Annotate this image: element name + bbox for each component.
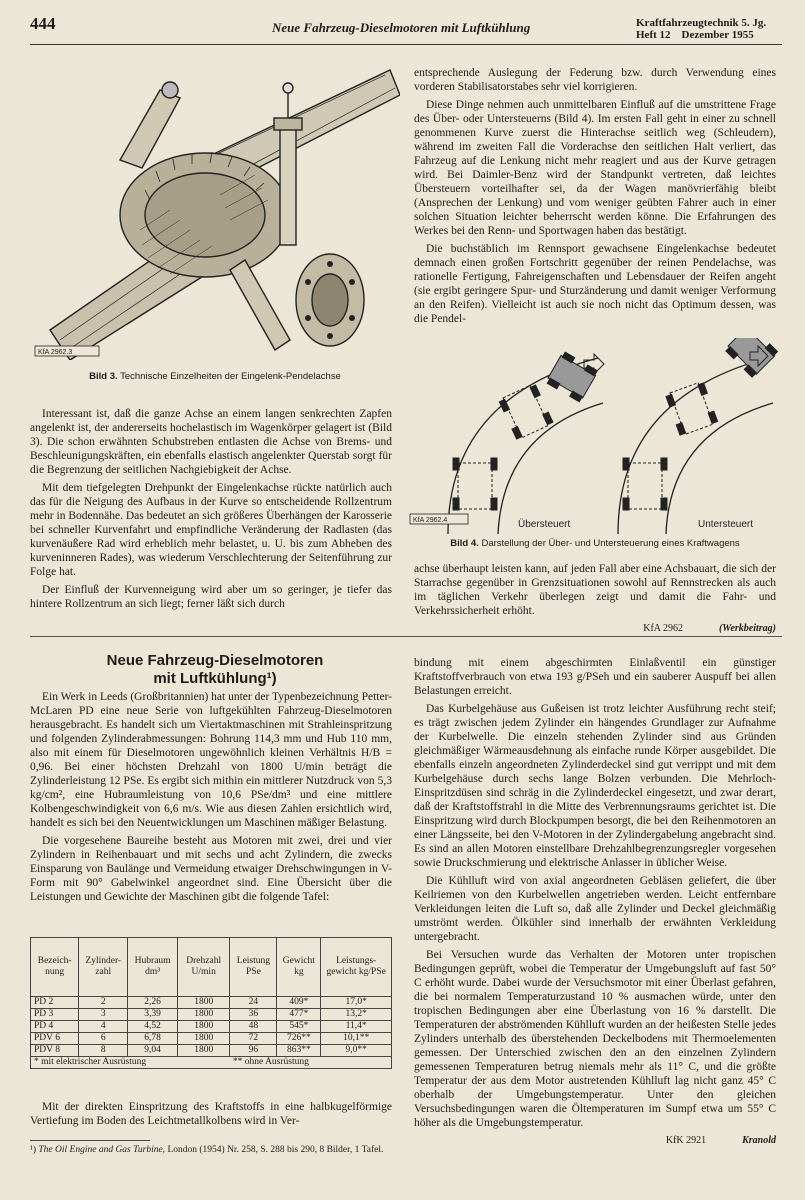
table-cell: 48 xyxy=(230,1021,277,1033)
table-cell: 3,39 xyxy=(128,1009,178,1021)
article-title xyxy=(30,652,400,688)
running-title: Neue Fahrzeug-Dieselmotoren mit Luftkühlung xyxy=(272,20,531,35)
table-notes-row xyxy=(31,1057,392,1069)
table-cell: PDV 6 xyxy=(31,1033,79,1045)
right-column-after-figure xyxy=(414,562,776,636)
table-cell: 863** xyxy=(277,1045,321,1057)
article-author: Kranold xyxy=(742,1135,776,1146)
article-title-line-1: Neue Fahrzeug-Dieselmotoren xyxy=(106,652,324,669)
table-cell: 1800 xyxy=(178,1009,230,1021)
steering-illustration xyxy=(408,338,782,534)
left-column-top xyxy=(30,407,392,615)
figure-4-caption xyxy=(408,538,782,549)
section-separator-right xyxy=(400,636,782,637)
table-cell: PD 3 xyxy=(31,1009,79,1021)
figure-4-caption-text: Darstellung der Über- und Untersteuerung eines Kraftwagens xyxy=(481,538,740,549)
table-cell: 1800 xyxy=(178,1021,230,1033)
figure-3-caption-label: Bild 3. xyxy=(89,371,118,382)
sign-source: (Werkbeitrag) xyxy=(718,623,776,634)
table-cell: 409* xyxy=(277,997,321,1009)
table-header-cell: Bezeich-nung xyxy=(31,938,79,997)
table-header-cell: Leistung PSe xyxy=(230,938,277,997)
paragraph: Ein Werk in Leeds (Großbritannien) hat unter der Typenbezeichnung Petter-McLaren PD eine neue Serie von luftgekühlten Fahrzeug-Dieselmotoren herausgebracht. Es handelt sich um Viertaktmaschinen mit Strahleinspritzung und folgenden Zylinderabmessungen: Bohrung 114,3 mm und Hub 110 mm, also mit einem für Dieselmotoren ungewöhnlich kleinen Verhältnis H/B = 0,96. Bei einer höchsten Drehzahl von 1800 U/min beträgt die Zylinderleistung 12 PSe. Es ergibt sich mithin ein mittlerer Nutzdruck von 5,3 kg/cm², eine Hubraumleistung von 10,6 PSe/dm³ und eine mittlere Kolbengeschwindigkeit von 6,6 m/s. Wie aus diesen Zahlen ersichtlich wird, handelt es sich bei den Neuentwicklungen um Maschinen mäßiger Belastung. xyxy=(30,691,392,829)
figure-3-caption xyxy=(30,371,400,382)
table-cell: 96 xyxy=(230,1045,277,1057)
table-cell: 6,78 xyxy=(128,1033,178,1045)
table-header-cell: Hubraum dm³ xyxy=(128,938,178,997)
article-left-column xyxy=(30,690,392,908)
article-signature xyxy=(414,1134,776,1148)
table-cell: PDV 8 xyxy=(31,1045,79,1057)
table-cell: 9,04 xyxy=(128,1045,178,1057)
paragraph: Die buchstäblich im Rennsport gewachsene Eingelenkachse bedeutet demnach einen großen Fortschritt gegenüber der reinen Pendelachse, was rationelle Fertigung, Fahreigenschaften und Lebensdauer der Reifen angeht (sie ergibt geringere Spur- und Sturzänderung und damit weniger Verformung an den Reifen). Vielleicht ist auch sie noch nicht das Optimum dessen, was die Pendel- xyxy=(414,243,776,325)
figure-3-tag: KfA 2962.3 xyxy=(38,349,73,356)
paragraph: Die Kühlluft wird von axial angeordneten Gebläsen geliefert, die über Keilriemen von den Kurbelwellen angetrieben werden. Leicht entfernbare Verkleidungen leiten die Luft so, daß alle Zylinder und Deckel gleichmäßig umströmt werden. Ölkühler sind innerhalb der erwähnten Verkleidung untergebracht. xyxy=(414,875,776,943)
paragraph: Mit dem tiefgelegten Drehpunkt der Eingelenkachse rückte natürlich auch das für die Neigung des Aufbaus in der Kurve so entscheidende Rollzentrum mehr in Bodennähe. Das bedeutet an sich größeres Überhängen der Karosserie bei schneller Kurvenfahrt und empfindliche Veränderung der Radlasten (das kurvenäußere Rad wird erheblich mehr belastet, u. U. bis zum Abheben des kurveninneren Rades), was wiederum Verschlechterung der Seitenführung zur Folge hat. xyxy=(30,482,392,578)
issue-info: Heft 12 Dezember 1955 xyxy=(636,29,754,41)
table-row xyxy=(31,1021,392,1033)
table-cell: 8 xyxy=(79,1045,128,1057)
table-cell: 11,4* xyxy=(321,1021,392,1033)
footnote-rule xyxy=(30,1140,150,1141)
axle-illustration xyxy=(30,50,400,360)
table-row xyxy=(31,1045,392,1057)
table-cell: PD 2 xyxy=(31,997,79,1009)
table-cell: 477* xyxy=(277,1009,321,1021)
table-note: * mit elektrischer Ausrüstung xyxy=(31,1057,230,1069)
table-row xyxy=(31,1033,392,1045)
footnote-text: London (1954) Nr. 258, S. 288 bis 290, 8 Bilder, 1 Tafel. xyxy=(167,1145,384,1155)
understeer-label: Untersteuert xyxy=(698,519,754,530)
paragraph: Das Kurbelgehäuse aus Gußeisen ist trotz leichter Ausführung recht steif; es trägt zwischen jedem Zylinder ein hängendes Grundlager zur Aufnahme der Kurbelwelle. Die einzeln stehenden Zylinder sind aus Gründen gleichmäßiger Wärmeausdehnung als einfache runde Körper ausgebildet. Die ebenfalls einzeln angeordneten Zylinderdeckel sind gut verrippt und mit dem Kurbelgehäuse durch sechs lange Bolzen verbunden. Die Mehrloch-Einspritzdüsen sind schräg in die Zylinderdeckel eingesetzt, und zwar derart, daß der Kraftstoffstrahl in die Mitte des Verbrennungsraums gerichtet ist. Die Einspritzung wird durch Blockpumpen besorgt, die bei den Reihenmotoren an einer Längsseite, bei den V-Motoren in der Zylindergabelung angebracht sind. Es sind an allen Motoren einstellbare Drehzahlbegrenzungsregler vorgesehen sowie Druckschmierung und elektrische Anlasser in üblicher Weise. xyxy=(414,703,776,869)
table-cell: 9,0** xyxy=(321,1045,392,1057)
figure-4-tag: KfA 2962.4 xyxy=(413,517,448,524)
table-cell: 726** xyxy=(277,1033,321,1045)
table-cell: 17,0* xyxy=(321,997,392,1009)
paragraph: Interessant ist, daß die ganze Achse an einem langen senkrechten Zapfen angelenkt ist, der andererseits hochelastisch im Wagenkörper gelagert ist (Bild 3). Die schon erwähnten Schubstreben entlasten die Achse von Brems- und Beschleunigungskräften, ein ebenfalls elastisch angelenkter Querstab sorgt für die Begrenzung der seitlichen Nachgiebigkeit der Achse. xyxy=(30,408,392,476)
table-cell: 36 xyxy=(230,1009,277,1021)
table-cell: 545* xyxy=(277,1021,321,1033)
article-sign-code: KfK 2921 xyxy=(665,1135,707,1146)
footnote-marker: ¹) xyxy=(30,1145,37,1155)
figure-4-steering-diagram xyxy=(408,338,782,534)
journal-info xyxy=(636,17,766,41)
paragraph: Die vorgesehene Baureihe besteht aus Motoren mit zwei, drei und vier Zylindern in Reihenbauart und mit sechs und acht Zylindern, die zwecks Einsparung von Baulänge und Vermeidung etwaiger Drehschwingungen in V-Form mit 90° Gabelwinkel angeordnet sind. Eine Übersicht über die Leistungen und Gewichte der Maschinen gibt die folgende Tafel: xyxy=(30,835,392,903)
table-cell: 4,52 xyxy=(128,1021,178,1033)
table-cell: 3 xyxy=(79,1009,128,1021)
table-cell: 2,26 xyxy=(128,997,178,1009)
table-header-row xyxy=(31,938,392,997)
table-note: ** ohne Ausrüstung xyxy=(230,1057,392,1069)
table-header-cell: Drehzahl U/min xyxy=(178,938,230,997)
right-column-top xyxy=(414,66,776,330)
paragraph: Der Einfluß der Kurvenneigung wird aber um so geringer, je tiefer das hintere Rollzentrum an sich liegt; ferner läßt sich durch xyxy=(30,584,392,610)
table-header-cell: Zylinder-zahl xyxy=(79,938,128,997)
table-cell: 6 xyxy=(79,1033,128,1045)
table-cell: 4 xyxy=(79,1021,128,1033)
figure-3-axle-drawing xyxy=(30,50,400,360)
journal-name: Kraftfahrzeugtechnik 5. Jg. xyxy=(636,17,767,29)
table-cell: 72 xyxy=(230,1033,277,1045)
table-cell: 13,2* xyxy=(321,1009,392,1021)
paragraph: achse überhaupt leisten kann, auf jeden Fall aber eine Achsbauart, die sich der Starrachse gegenüber in Grenzsituationen sowohl auf Rennstrecken als auch im täglichen Verkehr überlegen zeigt und damit die Fahr- und Verkehrssicherheit erhöht. xyxy=(414,563,776,617)
header-rule xyxy=(30,44,782,45)
figure-4-caption-label: Bild 4. xyxy=(450,538,479,549)
paragraph: bindung mit einem abgeschirmten Einlaßventil ein günstiger Kraftstoffverbrauch von etwa 193 g/PSeh und ein sauberer Auspuff bei allen Belastungen erreicht. xyxy=(414,657,776,697)
table-cell: 1800 xyxy=(178,997,230,1009)
table-header-cell: Leistungs-gewicht kg/PSe xyxy=(321,938,392,997)
table-cell: 24 xyxy=(230,997,277,1009)
table-cell: 2 xyxy=(79,997,128,1009)
paragraph: Mit der direkten Einspritzung des Kraftstoffs in eine halbkugelförmige Vertiefung im Boden des Leichtmetallkolbens wird in Ver- xyxy=(30,1101,392,1127)
table-cell: 10,1** xyxy=(321,1033,392,1045)
table-row xyxy=(31,1009,392,1021)
engine-spec-table xyxy=(30,937,392,1069)
article-right-column xyxy=(414,656,776,1148)
paragraph: Bei Versuchen wurde das Verhalten der Motoren unter tropischen Bedingungen geprüft, wobei die Temperatur der Umgebungsluft auf fast 50° C erhöht wurde. Dabei wurde der Versuchsmotor mit einer Überlast gefahren, die bei normalem Temperaturzustand 10 % ausmachen würde, unter den tropischen Bedingungen aber eine Überlastung von 16 % darstellt. Die Temperaturen der abströmenden Kühlluft wurden an der heißesten Stelle jedes Zylinders unterhalb des überstehenden Deckelbodens mit Thermoelementen gemessen. Der Unterschied zwischen den an den einzelnen Zylindern gemessenen Temperaturen betrug niemals mehr als 11° C, und die größte Temperatur der aus dem Motor austretenden Kühlluft lag nicht ganz 45° C oberhalb der Umgebungstemperatur. Unter den gleichen Versuchsbedingungen waren die Öltemperaturen im Sumpf etwa um 55° C höher als die Umgebungstemperatur. xyxy=(414,949,776,1129)
article-left-after-table xyxy=(30,1100,392,1132)
table-cell: 1800 xyxy=(178,1033,230,1045)
page-number: 444 xyxy=(30,14,56,33)
table-header-cell: Gewicht kg xyxy=(277,938,321,997)
article-title-line-2: mit Luftkühlung¹) xyxy=(153,670,277,687)
footnote xyxy=(30,1140,392,1156)
sign-code: KfA 2962 xyxy=(643,623,683,634)
oversteer-label: Übersteuert xyxy=(518,519,571,530)
figure-3-caption-text: Technische Einzelheiten der Eingelenk-Pendelachse xyxy=(120,371,341,382)
paragraph: entsprechende Auslegung der Federung bzw. durch Verwendung eines vorderen Stabilisatorstabes sehr viel korrigieren. xyxy=(414,67,776,93)
signature-line xyxy=(414,622,776,636)
paragraph: Diese Dinge nehmen auch unmittelbaren Einfluß auf die umstrittene Frage des Über- oder Untersteuerns (Bild 4). Im ersten Fall geht in einer zu schnell genommenen Kurve zuerst die Hinterachse seitlich weg (Schleudern), während im zweiten Fall die Vorderachse den seitlichen Halt verliert, das Fahrzeug auf die Lenkung nicht mehr reagiert und aus der Kurve getragen wird. Bei Daimler-Benz wird der Standpunkt vertreten, daß leichtes Übersteuern vorteilhafter sei, da der Wagen manövrierfähig bleibt (Ansprechen der Lenkung) und vom weniger geübten Fahrer auch in einer solchen Situation leichter beherrscht werden könne. Die Erfahrungen des Werkes bei den Renn- und Sportwagen haben das bestätigt. xyxy=(414,99,776,237)
table-row xyxy=(31,997,392,1009)
engine-spec-table-wrap xyxy=(30,937,392,1069)
section-separator-left xyxy=(30,636,400,637)
table-cell: 1800 xyxy=(178,1045,230,1057)
table-cell: PD 4 xyxy=(31,1021,79,1033)
footnote-source: The Oil Engine and Gas Turbine, xyxy=(38,1145,166,1155)
